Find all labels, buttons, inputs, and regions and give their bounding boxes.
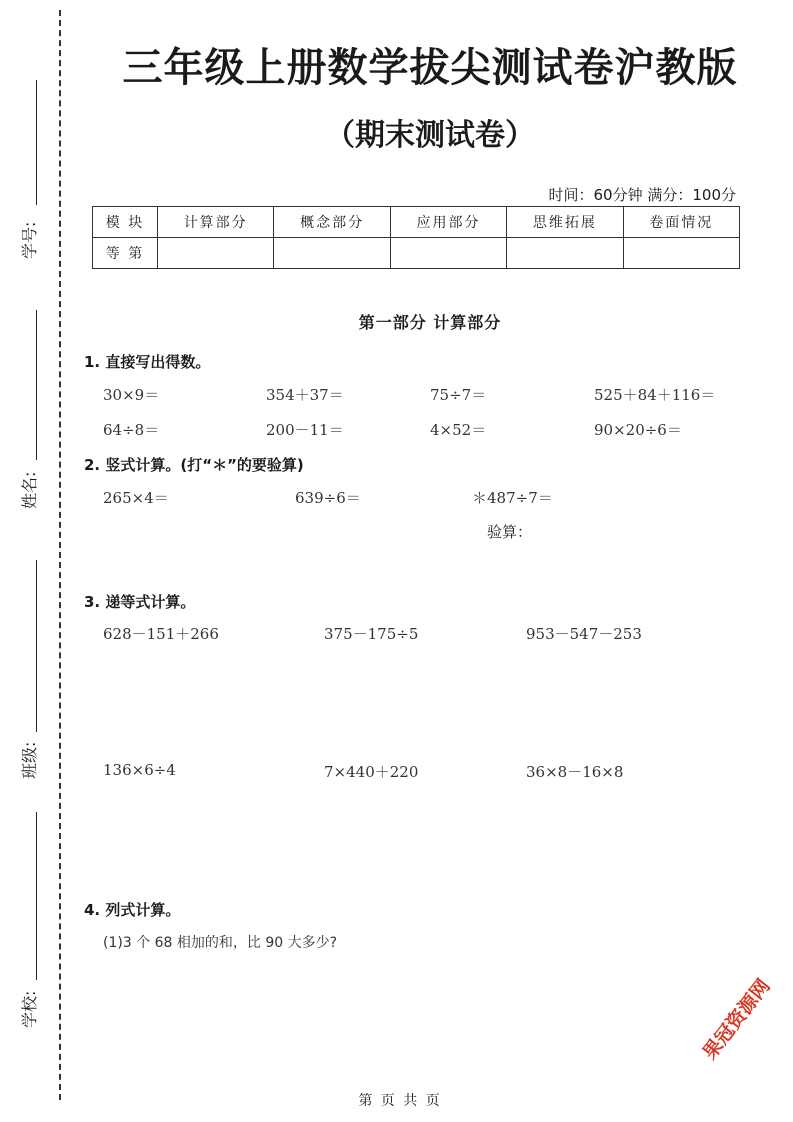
- table-cell: 概念部分: [274, 207, 390, 238]
- q1-expression: 90×20÷6＝: [594, 421, 682, 439]
- class-label: 班级:: [20, 741, 39, 779]
- q1-expression: 354＋37＝: [266, 386, 344, 404]
- q1-expression: 30×9＝: [103, 386, 160, 404]
- q1-expression: 525＋84＋116＝: [594, 386, 716, 404]
- table-cell: 应用部分: [390, 207, 506, 238]
- grade-cell[interactable]: [158, 238, 274, 269]
- q3-expression: 375－175÷5: [324, 625, 419, 643]
- table-row: [93, 238, 740, 269]
- binding-dashed-line: [59, 10, 61, 1100]
- name-underline: [36, 310, 37, 460]
- time-info: 时间：60分钟 满分：100分: [548, 186, 736, 204]
- name-label: 姓名:: [20, 471, 39, 509]
- school-label: 学校:: [20, 990, 39, 1028]
- q1-expression: 200－11＝: [266, 421, 344, 439]
- table-cell: 模 块: [93, 207, 158, 238]
- student-id-field[interactable]: [8, 80, 58, 270]
- q2-expression: 265×4＝: [103, 489, 169, 507]
- question-3-heading: 3. 递等式计算。: [84, 593, 196, 611]
- score-table: [92, 206, 740, 269]
- q2-expression: ＊487÷7＝: [472, 489, 553, 507]
- page-footer: 第 页 共 页: [358, 1093, 442, 1109]
- q3-expression: 7×440＋220: [324, 763, 419, 781]
- q2-check-label: 验算：: [487, 523, 533, 541]
- question-4-heading: 4. 列式计算。: [84, 901, 181, 919]
- watermark-text: 果冠资源网: [698, 975, 775, 1064]
- class-field[interactable]: [8, 560, 58, 780]
- school-underline: [36, 812, 37, 980]
- table-row: [93, 207, 740, 238]
- class-underline: [36, 560, 37, 732]
- student-id-label: 学号:: [20, 221, 39, 259]
- question-2-heading: 2. 竖式计算。(打“＊”的要验算): [84, 456, 304, 474]
- q1-expression: 75÷7＝: [430, 386, 487, 404]
- q3-expression: 628－151＋266: [103, 625, 219, 643]
- grade-cell[interactable]: [274, 238, 390, 269]
- name-field[interactable]: [8, 310, 58, 510]
- table-cell: 计算部分: [158, 207, 274, 238]
- question-1-heading: 1. 直接写出得数。: [84, 353, 211, 371]
- q1-expression: 4×52＝: [430, 421, 487, 439]
- q1-expression: 64÷8＝: [103, 421, 160, 439]
- q3-expression: 36×8－16×8: [526, 763, 624, 781]
- grade-cell[interactable]: [507, 238, 623, 269]
- grade-cell[interactable]: [390, 238, 506, 269]
- page-title: 三年级上册数学拔尖测试卷沪教版: [122, 45, 738, 91]
- page-subtitle: （期末测试卷）: [325, 118, 535, 153]
- q3-expression: 136×6÷4: [103, 761, 176, 779]
- q2-expression: 639÷6＝: [295, 489, 361, 507]
- table-cell: 卷面情况: [623, 207, 739, 238]
- school-field[interactable]: [8, 812, 58, 1042]
- table-cell: 等 第: [93, 238, 158, 269]
- table-cell: 思维拓展: [507, 207, 623, 238]
- q3-expression: 953－547－253: [526, 625, 642, 643]
- grade-cell[interactable]: [623, 238, 739, 269]
- section-heading: 第一部分 计算部分: [358, 313, 502, 332]
- q4-subquestion: (1)3 个 68 相加的和，比 90 大多少?: [103, 935, 338, 951]
- student-id-underline: [36, 80, 37, 205]
